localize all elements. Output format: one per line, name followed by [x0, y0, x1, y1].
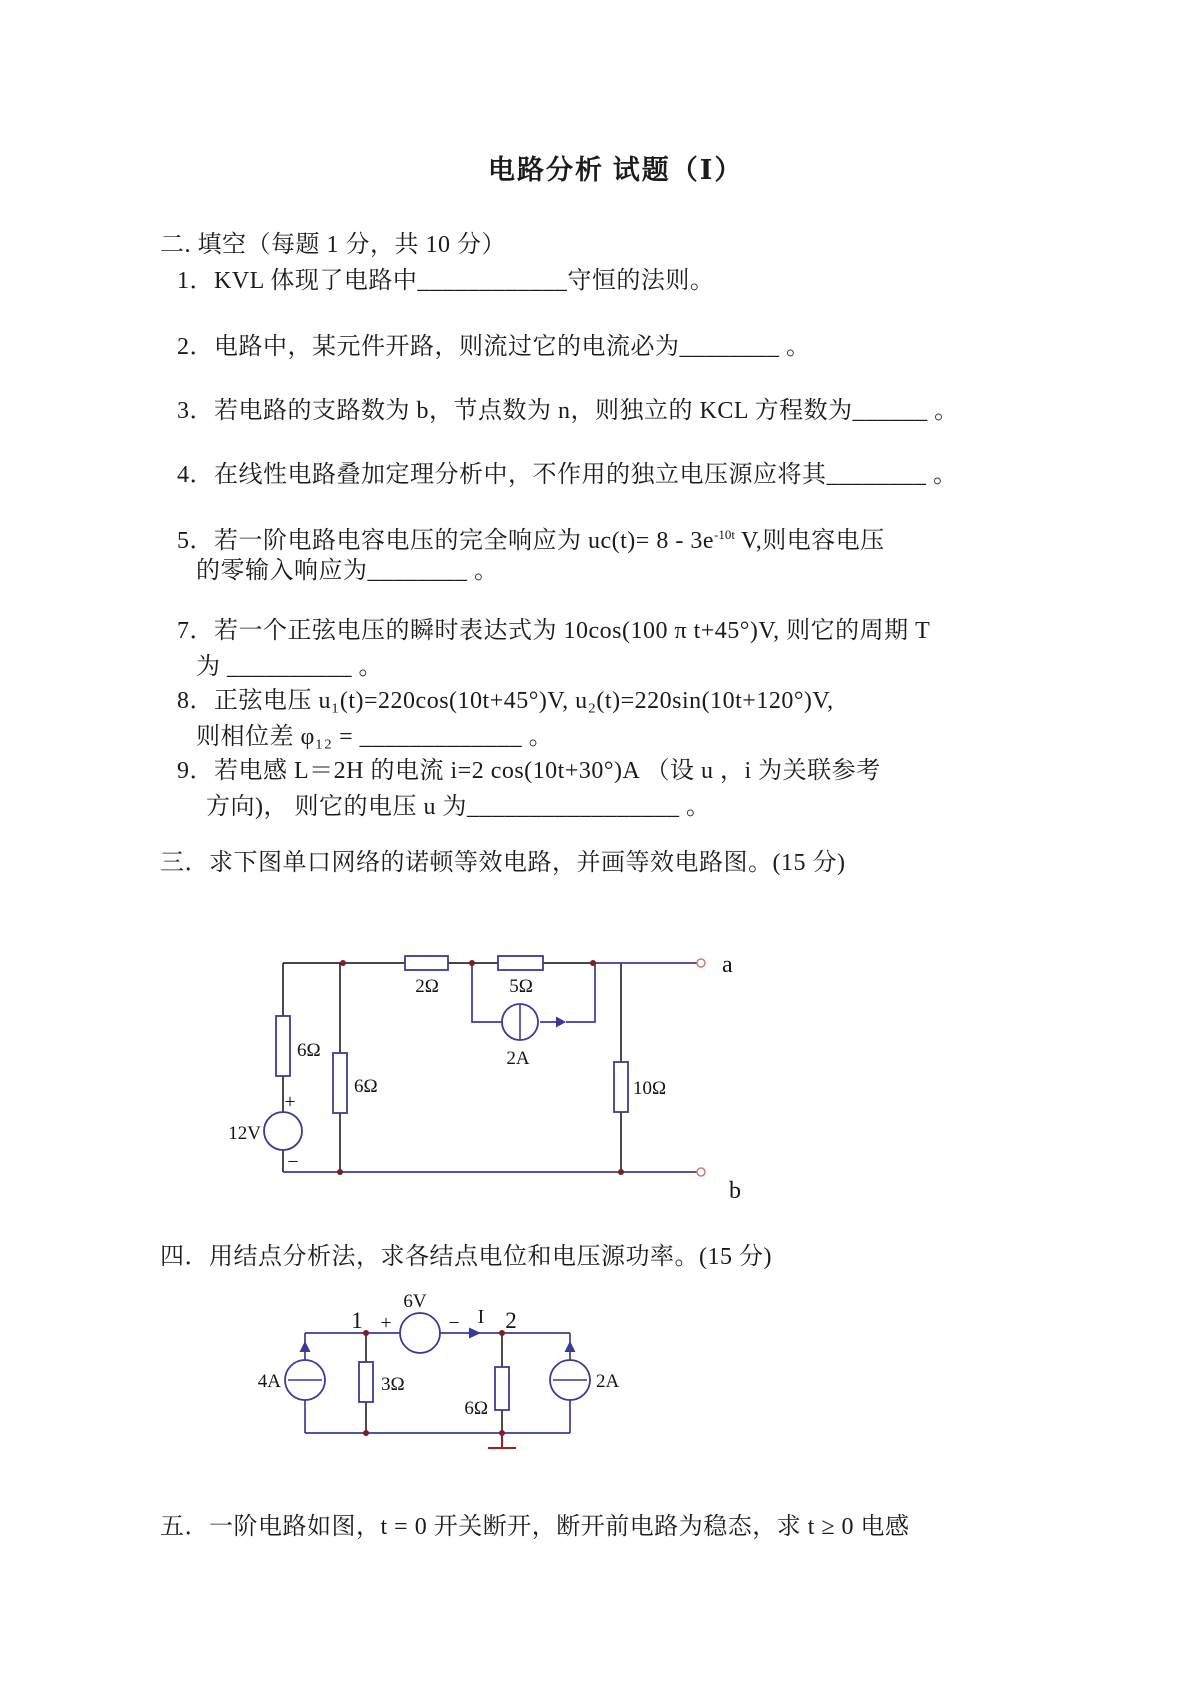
label-10ohm: 10Ω — [633, 1078, 667, 1099]
voltage-source-6v-symbol — [400, 1313, 440, 1353]
label-6v: 6V — [403, 1291, 427, 1312]
source-2a-up-arrow — [565, 1341, 576, 1352]
current-source-arrow — [556, 1017, 566, 1028]
question-8-line2: 则相位差 φ₁₂ = _____________ 。 — [196, 724, 554, 750]
circuit1-resistors — [276, 956, 628, 1113]
label-current-i: I — [477, 1306, 485, 1328]
current-i-arrow — [469, 1328, 481, 1339]
question-2: 2．电路中，某元件开路，则流过它的电流必为________ 。 — [177, 334, 811, 360]
resistor-2ohm — [405, 956, 448, 970]
label-node-1: 1 — [351, 1308, 363, 1333]
question-4: 4．在线性电路叠加定理分析中，不作用的独立电压源应将其________ 。 — [177, 462, 958, 488]
q5-pre: 5．若一阶电路电容电压的完全响应为 uc(t)= 8 - 3e — [177, 528, 714, 554]
label-6ohm-left: 6Ω — [297, 1040, 321, 1061]
label-2a: 2A — [506, 1048, 530, 1069]
resistor-3ohm — [359, 1362, 373, 1402]
label-5ohm: 5Ω — [509, 976, 533, 997]
q5-exponent: -10t — [713, 527, 735, 542]
label-2a: 2A — [596, 1371, 620, 1392]
circuit1-junctions — [337, 960, 624, 1175]
resistor-6ohm — [495, 1367, 509, 1410]
question-3: 3．若电路的支路数为 b，节点数为 n，则独立的 KCL 方程数为______ 。 — [177, 398, 959, 424]
label-12v: 12V — [228, 1123, 261, 1144]
question-9-line2: 方向)， 则它的电压 u 为_________________ 。 — [206, 794, 711, 820]
terminal-b-circle — [697, 1168, 705, 1176]
question-5-line2: 的零输入响应为________ 。 — [196, 558, 499, 584]
circuit-diagram-node-analysis — [235, 1285, 655, 1465]
question-1: 1．KVL 体现了电路中____________守恒的法则。 — [177, 268, 715, 294]
terminal-a-circle — [697, 959, 705, 967]
label-6ohm: 6Ω — [464, 1398, 488, 1419]
question-9-line1: 9．若电感 L＝2H 的电流 i=2 cos(10t+30°)A （设 u ，i 为关联参考 — [177, 758, 881, 784]
label-3ohm: 3Ω — [381, 1374, 405, 1395]
plus-sign: + — [380, 1312, 392, 1334]
resistor-6ohm-left — [276, 1016, 290, 1076]
circuit-diagram-norton — [225, 940, 785, 1210]
question-5-line1 — [177, 520, 885, 556]
q5-post: V,则电容电压 — [734, 528, 885, 554]
minus-sign: − — [448, 1312, 460, 1334]
label-2ohm: 2Ω — [415, 976, 439, 997]
section-5-heading: 五．一阶电路如图，t = 0 开关断开，断开前电路为稳态，求 t ≥ 0 电感 — [160, 1514, 910, 1540]
label-node-2: 2 — [505, 1308, 517, 1333]
resistor-10ohm — [614, 1062, 628, 1112]
resistor-5ohm — [498, 956, 543, 970]
question-7-line1: 7．若一个正弦电压的瞬时表达式为 10cos(100 π t+45°)V, 则它的周期 T — [177, 618, 931, 644]
minus-sign: − — [287, 1151, 299, 1173]
label-terminal-b: b — [729, 1178, 741, 1204]
ground-symbol — [488, 1433, 516, 1448]
question-8-line1: 8．正弦电压 u₁(t)=220cos(10t+45°)V, u₂(t)=220sin(10t+120°)V, — [177, 688, 834, 714]
label-4a: 4A — [257, 1371, 281, 1392]
voltage-source-12v-symbol — [264, 1112, 302, 1150]
label-terminal-a: a — [722, 952, 733, 978]
section-3-heading: 三．求下图单口网络的诺顿等效电路，并画等效电路图。(15 分) — [160, 850, 846, 876]
source-4a-up-arrow — [300, 1341, 311, 1352]
label-6ohm-mid: 6Ω — [354, 1076, 378, 1097]
resistor-6ohm-mid — [333, 1053, 347, 1113]
plus-sign: + — [284, 1091, 296, 1113]
question-7-line2: 为 __________ 。 — [196, 654, 383, 680]
section-4-heading: 四．用结点分析法，求各结点电位和电压源功率。(15 分) — [160, 1244, 772, 1270]
circuit2-wires-blue — [305, 1333, 570, 1433]
page-title: 电路分析 试题（Ⅰ） — [488, 155, 744, 185]
section-fill-heading: 二. 填空（每题 1 分，共 10 分） — [160, 232, 506, 258]
